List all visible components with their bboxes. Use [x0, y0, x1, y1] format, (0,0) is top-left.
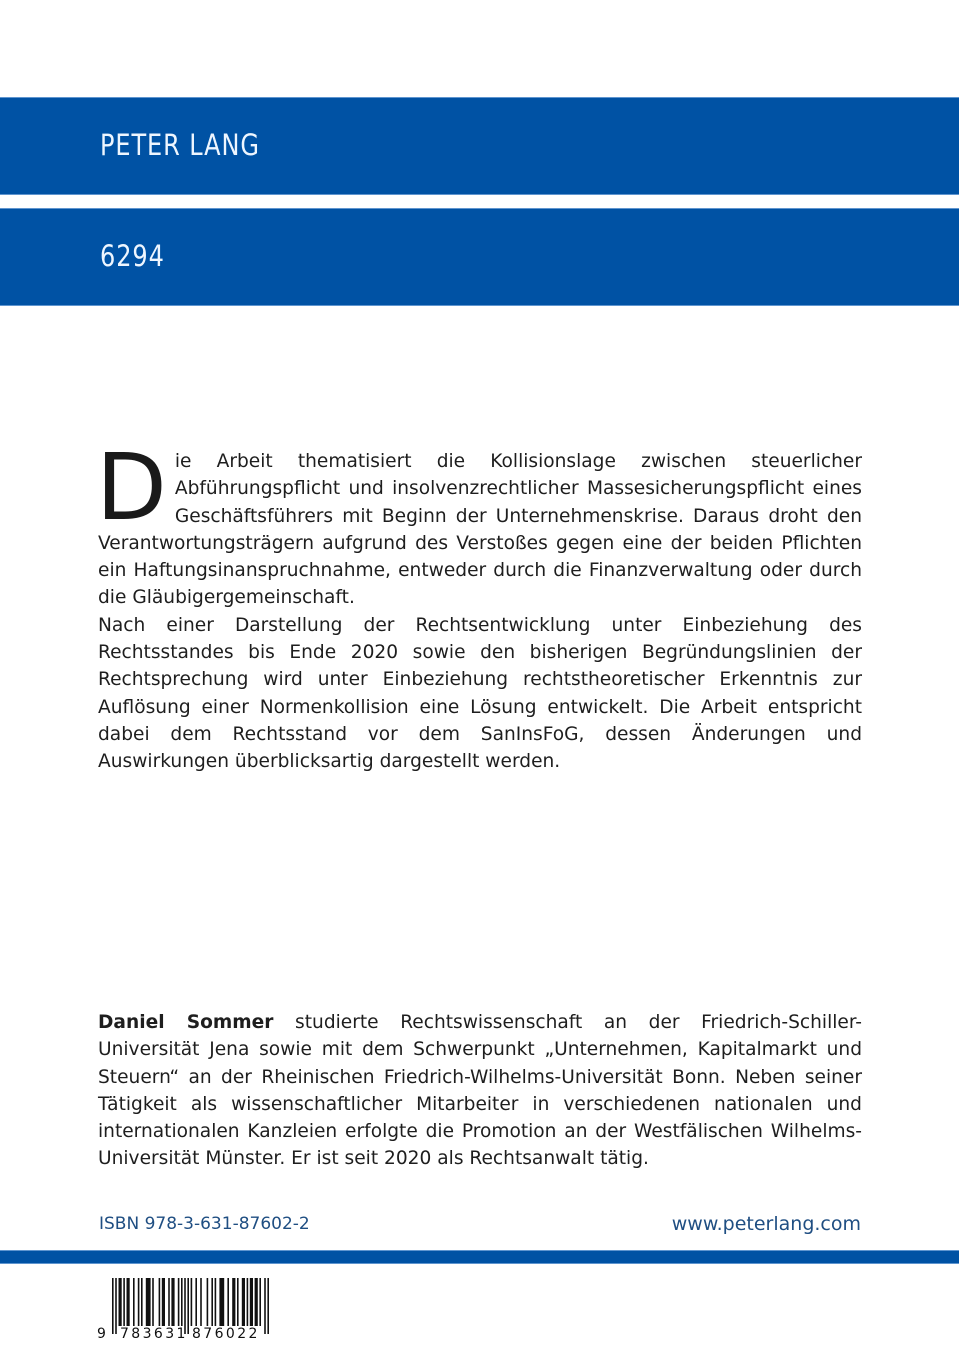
publisher-band — [0, 97, 959, 195]
barcode-digits-right: 876022 — [192, 1326, 260, 1340]
publisher-website-link[interactable]: www.peterlang.com — [671, 1213, 861, 1235]
barcode-digits-left: 783631 — [120, 1326, 188, 1340]
series-number: 6294 — [100, 239, 165, 273]
blurb-paragraph-1-text: ie Arbeit thematisiert die Kollisionslage zwischen steuerlicher Abführungspflicht und insolvenzrechtlicher Massesicherungspflicht eines Geschäftsführers mit Beginn der Unternehmenskrise. Daraus droht den Verantwortungsträgern aufgrund des Verstoßes gegen eine der beiden Pflichten ein Haftungsinanspruchnahme, entweder durch die Finanzverwaltung oder durch die Gläubigergemeinschaft. — [98, 451, 862, 609]
isbn-label: ISBN 978-3-631-87602-2 — [99, 1214, 310, 1234]
author-bio-text: studierte Rechtswissenschaft an der Friedrich-Schiller-Universität Jena sowie mit dem Schwerpunkt „Unternehmen, Kapitalmarkt und Steuern“ an der Rheinischen Friedrich-Wilhelms-Universität Bonn. Neben seiner Tätigkeit als wissenschaftlicher Mitarbeiter in verschiedenen nationalen und internationalen Kanzleien erfolgte die Promotion an der Westfälischen Wilhelms-Universität Münster. Er ist seit 2020 als Rechtsanwalt tätig. — [98, 1012, 863, 1170]
barcode-digit-prefix: 9 — [97, 1326, 106, 1340]
author-name: Daniel Sommer — [98, 1012, 274, 1033]
blurb-paragraph-2: Nach einer Darstellung der Rechtsentwicklung unter Einbeziehung des Rechtsstandes bis Ende 2020 sowie den bisherigen Begründungslinien der Rechtsprechung wird unter Einbeziehung rechtstheoretischer Erkenntnis zur Auflösung einer Normenkollision eine Lösung entwickelt. Die Arbeit entspricht dabei dem Rechtsstand vor dem SanInsFoG, dessen Änderungen und Auswirkungen überblicksartig dargestellt werden. — [98, 614, 862, 773]
series-band — [0, 208, 959, 306]
isbn-barcode — [96, 1278, 296, 1340]
drop-cap: D — [96, 434, 167, 541]
blurb-paragraph-1 — [96, 434, 862, 612]
bottom-band — [0, 1250, 959, 1264]
author-bio-paragraph — [98, 1009, 862, 1173]
author-bio — [98, 1009, 862, 1173]
book-blurb — [96, 434, 862, 776]
publisher-name: PETER LANG — [100, 128, 260, 162]
